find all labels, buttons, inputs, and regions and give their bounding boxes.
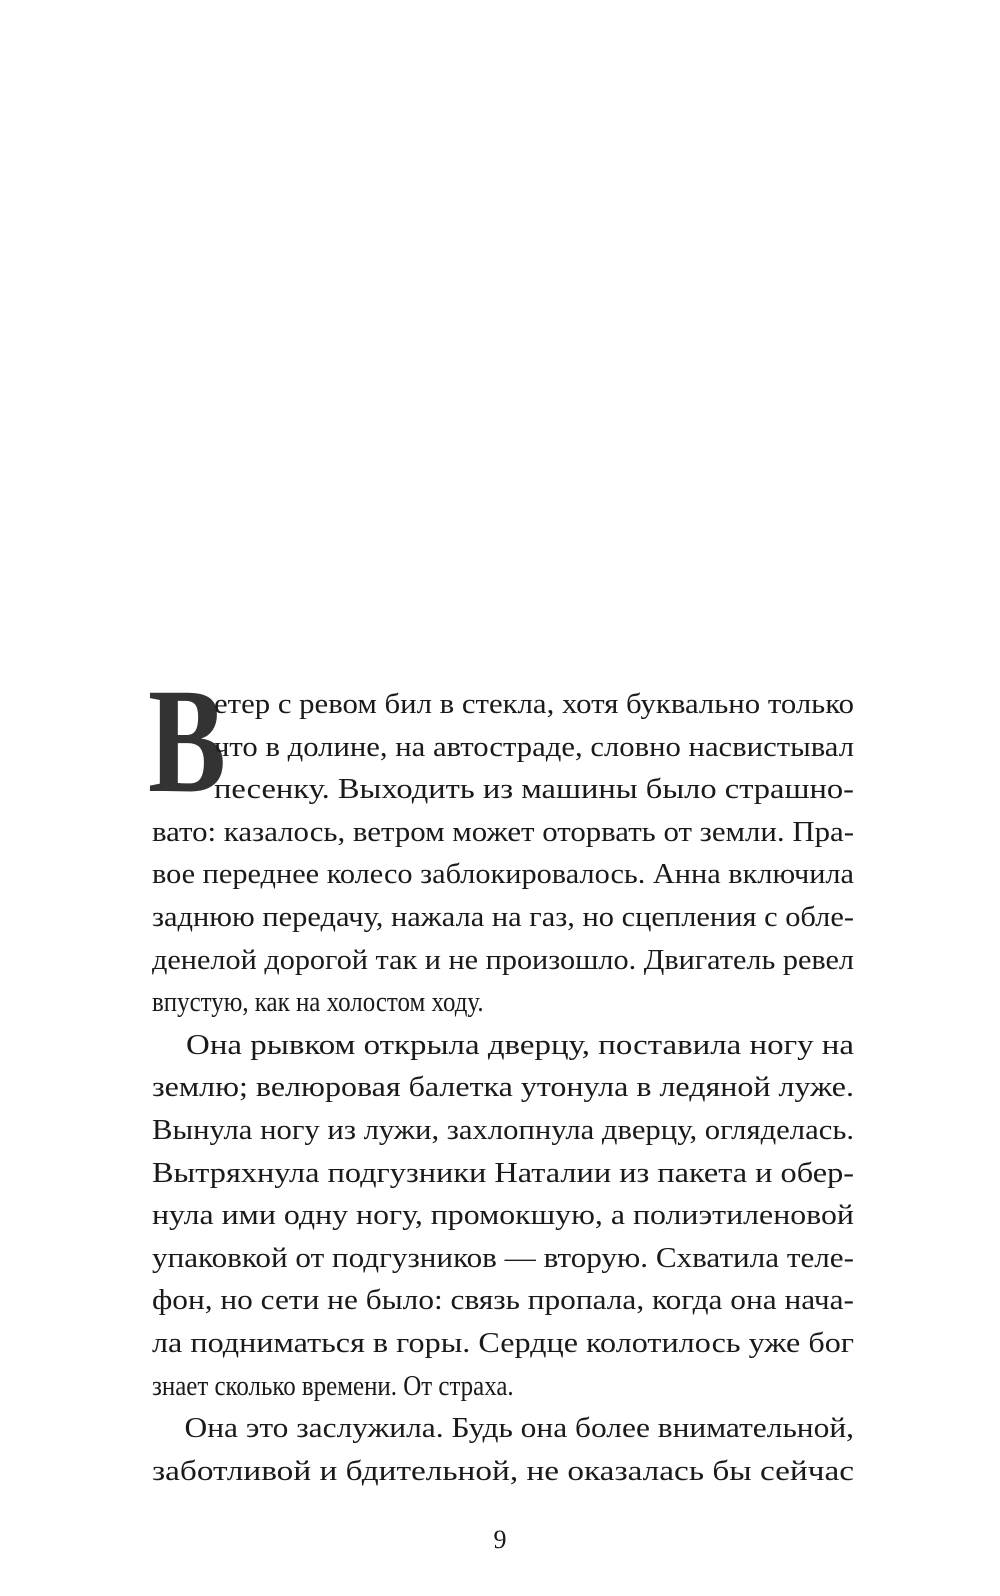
text-line: заднюю передачу, нажала на газ, но сцепления с обле-	[152, 900, 855, 933]
text-line: етер с ревом бил в стекла, хотя буквально только	[214, 688, 854, 720]
text-line: землю; велюровая балетка утонула в ледяной луже.	[152, 1071, 855, 1104]
text-line: знает сколько времени. От страха.	[152, 1369, 514, 1402]
body-text	[152, 683, 854, 1492]
text-line: нула ими одну ногу, промокшую, а полиэтиленовой	[152, 1199, 854, 1232]
text-line: что в долине, на автостраде, словно насвистывал	[214, 730, 854, 763]
text-line: ла подниматься в горы. Сердце колотилось уже бог	[152, 1326, 854, 1359]
text-line: Вытряхнула подгузники Наталии из пакета и обер-	[152, 1156, 854, 1189]
text-line: заботливой и бдительной, не оказалась бы сейчас	[152, 1454, 854, 1487]
drop-cap: В	[148, 658, 227, 824]
text-line: денелой дорогой так и не произошло. Двигатель ревел	[152, 943, 854, 976]
text-line: Она рывком открыла дверцу, поставила ногу на	[186, 1028, 854, 1061]
page-number: 9	[493, 1525, 507, 1554]
text-line: упаковкой от подгузников — вторую. Схватила теле-	[152, 1241, 854, 1274]
text-line: Она это заслужила. Будь она более внимательной,	[184, 1412, 855, 1445]
text-line: вато: казалось, ветром может оторвать от земли. Пра-	[152, 815, 854, 848]
text-line: впустую, как на холостом ходу.	[152, 986, 484, 1019]
text-line: Вынула ногу из лужи, захлопнула дверцу, огляделась.	[152, 1113, 854, 1146]
text-line: фон, но сети не было: связь пропала, когда она нача-	[152, 1284, 854, 1317]
text-line: песенку. Выходить из машины было страшно-	[214, 773, 854, 806]
text-line: вое переднее колесо заблокировалось. Анна включила	[152, 858, 854, 891]
